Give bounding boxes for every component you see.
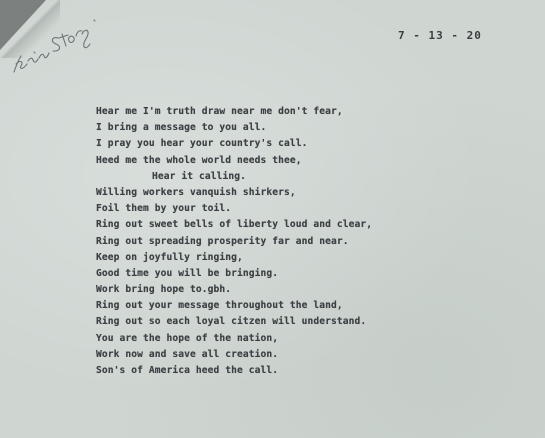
- poem-line: You are the hope of the nation,: [96, 332, 279, 344]
- poem-line: Work now and save all creation.: [96, 348, 279, 360]
- poem-line: Good time you will be bringing.: [96, 267, 279, 279]
- poem-line: Ring out spreading prosperity far and near.: [96, 235, 349, 247]
- poem-line: Ring out your message throughout the land,: [96, 300, 343, 312]
- poem-line: I pray you hear your country's call.: [96, 138, 308, 150]
- poem-line: Hear it calling.: [152, 170, 247, 182]
- poem-body: [96, 104, 372, 379]
- poem-line: Hear me I'm truth draw near me don't fear,: [96, 106, 343, 117]
- poem-line: Ring out sweet bells of liberty loud and clear,: [96, 219, 373, 231]
- poem-line: Foil them by your toil.: [96, 203, 232, 215]
- poem-line: Willing workers vanquish shirkers,: [96, 186, 296, 198]
- document-date: 7 - 13 - 20: [398, 29, 482, 42]
- poem-line: Ring out so each loyal citzen will understand.: [96, 316, 367, 328]
- poem-line: Heed me the whole world needs thee,: [96, 154, 302, 166]
- poem-line: Keep on joyfully ringing,: [96, 251, 243, 263]
- poem-line: Son's of America heed the call.: [96, 365, 279, 376]
- poem-line: Work bring hope to.gbh.: [96, 284, 232, 296]
- handwritten-note-mark: [6, 6, 106, 86]
- poem-line: I bring a message to you all.: [96, 122, 267, 134]
